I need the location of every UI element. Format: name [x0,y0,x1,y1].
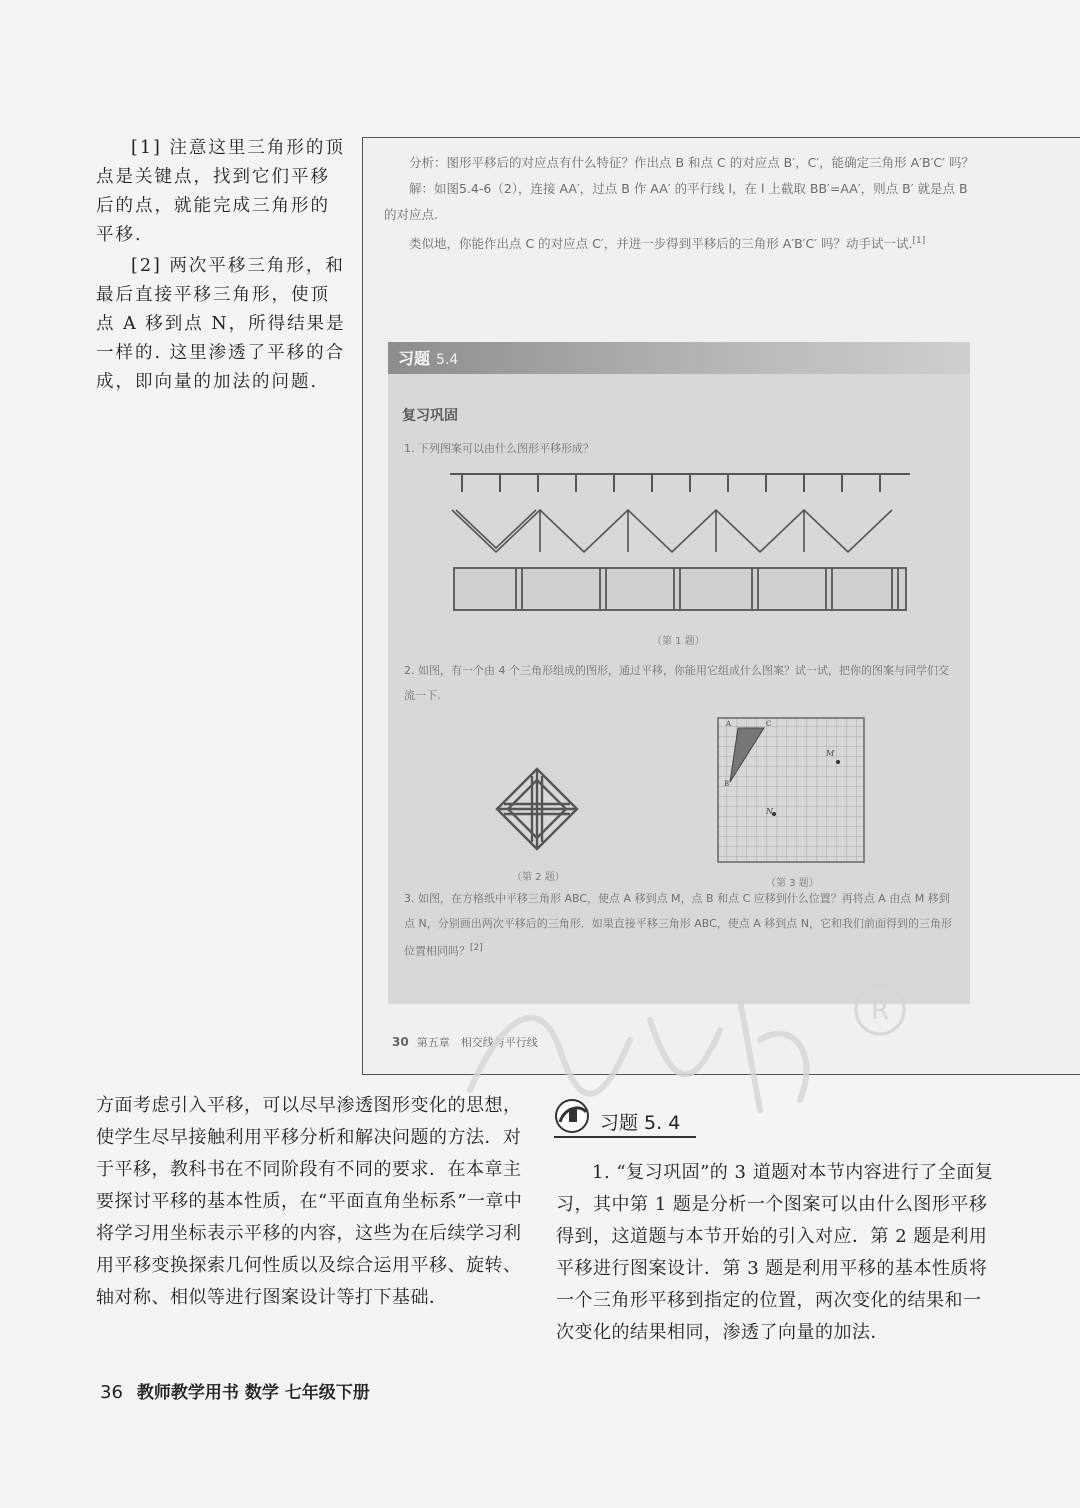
analysis-text: 分析：图形平移后的对应点有什么特征？作出点 B 和点 C 的对应点 B′，C′，能确定三角形 A′B′C′ 吗？ [409,155,974,170]
exercise-bookmark-icon [556,1100,588,1132]
figure-3-caption: （第 3 题） [766,878,819,889]
book-title: 教师教学用书 数学 七年级下册 [136,1383,370,1403]
similar-text: 类似地，你能作出点 C 的对应点 C′，并进一步得到平移后的三角形 A′B′C′ 吗？动手试一试.[1] [409,236,926,252]
svg-text:N: N [766,807,773,816]
question-3-grid-figure [716,716,868,866]
inner-page-number: 30 [392,1035,409,1049]
question-1: 1. 下列图案可以由什么图形平移形成？ [404,442,594,455]
question-2-figure [494,766,580,852]
footnote-ref-2: [2] [470,943,483,953]
figure-1-caption: （第 1 题） [652,636,705,647]
t-pattern [450,474,910,492]
exercise-title-underline [554,1136,696,1138]
exercise-header-label: 习题 5.4 [398,349,459,368]
figure-2-caption: （第 2 题） [512,872,565,883]
svg-text:A: A [726,720,732,728]
margin-notes [96,134,348,397]
bottom-left-paragraph: 方面考虑引入平移，可以尽早渗透图形变化的思想，使学生尽早接触利用平移分析和解决问题的方法．对于平移，教科书在不同阶段有不同的要求．在本章主要探讨平移的基本性质，在“平面直角坐标系”一章中将学习用坐标表示平移的内容，这些为在后续学习利用平移变换探索几何性质以及综合运用平移、旋转、轴对称、相似等进行图案设计等打下基础． [96,1095,523,1308]
svg-text:C: C [766,720,772,728]
svg-text:R: R [871,996,890,1026]
exercise-title: 习题 5. 4 [600,1112,681,1134]
point-m [836,760,840,764]
bottom-left-text [96,1090,536,1314]
bottom-right-paragraph: 1. “复习巩固”的 3 道题对本节内容进行了全面复习，其中第 1 题是分析一个图案可以由什么图形平移得到，这道题与本节开始的引入对应．第 2 题是利用平移进行图案设计．第 3 题是利用平移的基本性质将一个三角形平移到指定的位置，两次变化的结果和一次变化的结果相同，渗透了向量的加法． [556,1162,994,1343]
svg-text:B: B [724,780,730,788]
bottom-right-text [556,1157,998,1349]
review-heading: 复习巩固 [402,408,458,424]
inner-chapter-title: 第五章 相交线与平行线 [416,1036,538,1049]
margin-note-1: [1] 注意这里三角形的顶点是关键点，找到它们平移后的点，就能完成三角形的平移. [96,138,345,245]
zigzag-pattern [452,510,892,552]
svg-text:M: M [826,749,835,758]
question-2: 2. 如图，有一个由 4 个三角形组成的图形，通过平移，你能用它组成什么图案？试一试，把你的图案与同学们交流一下. [404,664,949,702]
margin-note-2: [2] 两次平移三角形，和最后直接平移三角形，使顶点 A 移到点 N，所得结果是一样的. 这里渗透了平移的合成，即向量的加法的问题. [96,256,346,392]
page-footer [100,1378,370,1403]
solution-text: 解：如图5.4-6（2），连接 AA′，过点 B 作 AA′ 的平行线 l，在 l 上截取 BB′=AA′，则点 B′ 就是点 B 的对应点. [384,181,968,222]
inner-page-text [384,150,984,257]
rectangle-strip [454,568,906,610]
page-number: 36 [100,1382,123,1403]
question-1-figure [440,462,920,622]
exercise-header-bar [388,342,970,374]
footnote-ref-1: [1] [912,236,926,246]
question-3: 3. 如图，在方格纸中平移三角形 ABC，使点 A 移到点 M，点 B 和点 C 应移到什么位置？再将点 A 由点 M 移到点 N，分别画出两次平移后的三角形．如果直接平移三角形 ABC，使点 A 移到点 N，它和我们前面得到的三角形位置相同吗？[2] [404,892,953,958]
